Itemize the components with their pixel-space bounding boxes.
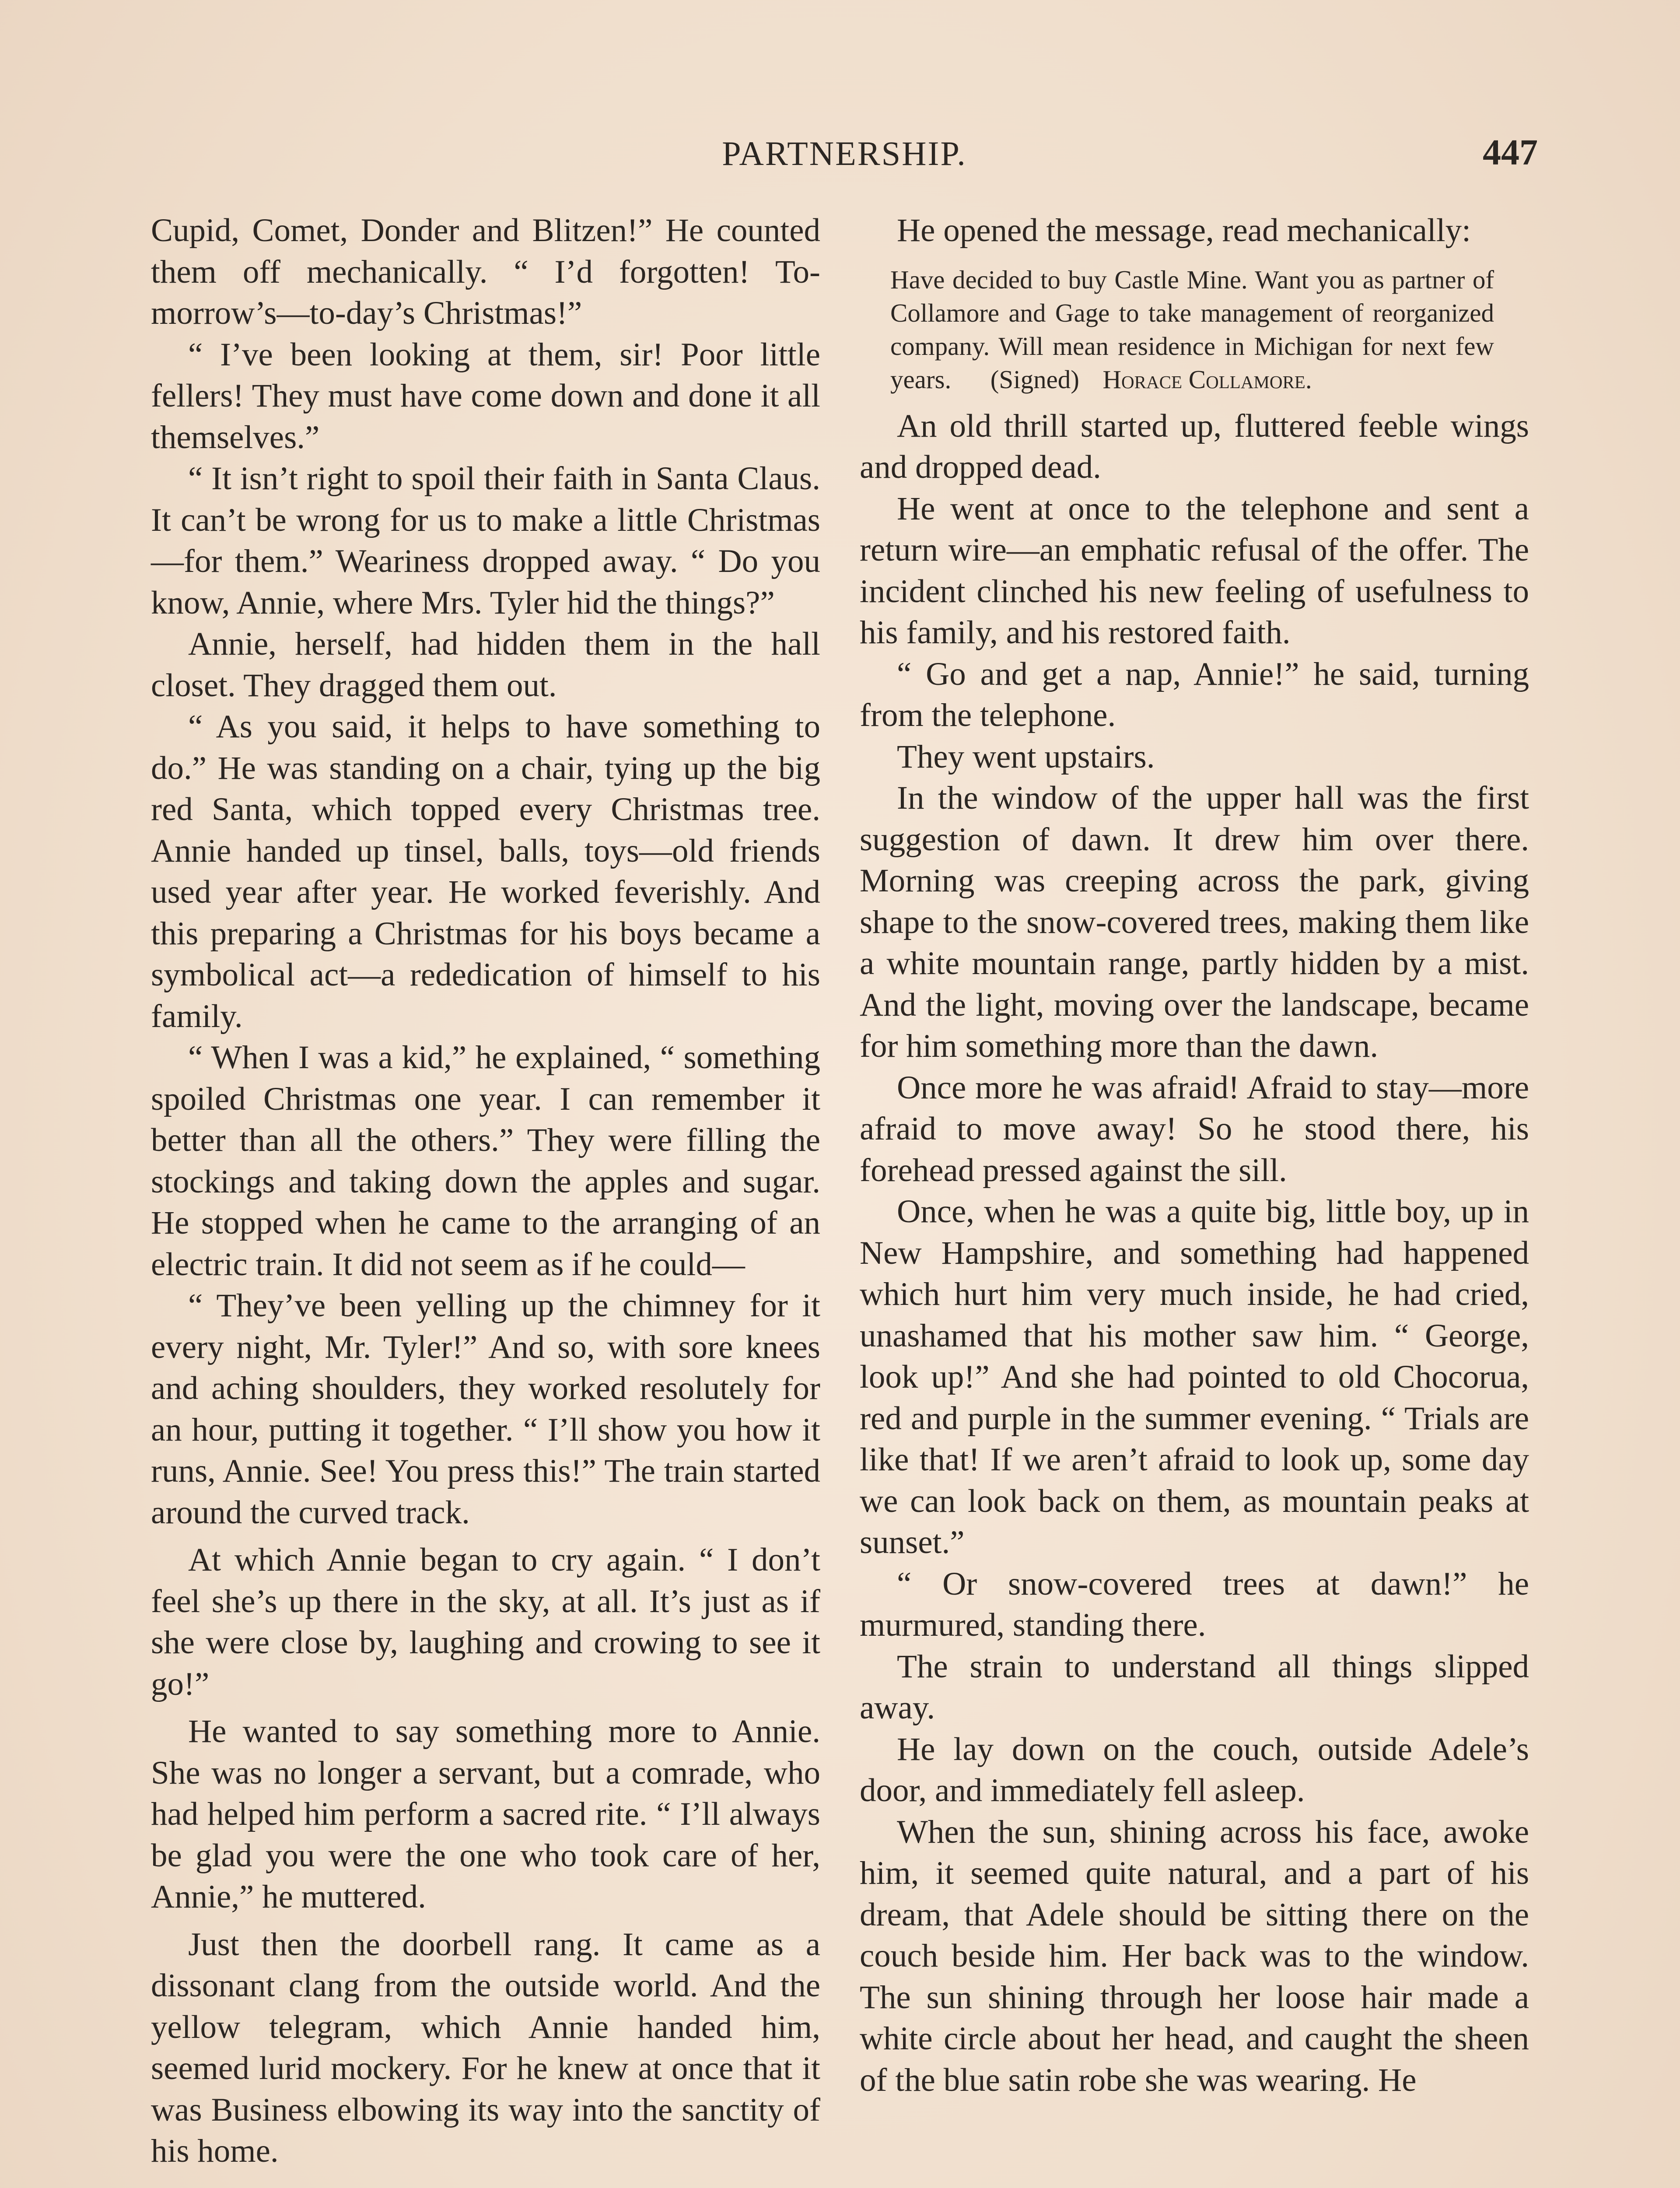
telegram-signer: Horace Collamore. bbox=[1102, 365, 1312, 394]
paragraph: He lay down on the couch, outside Adele’s door, and immediately fell asleep. bbox=[860, 1731, 1529, 1809]
paragraph: He wanted to say something more to Annie. She was no longer a servant, but a comrade, who had helped him perform a sacred rite. “ I’ll always be glad you were the one who took care of her, Annie,” he muttered. bbox=[151, 1713, 820, 1915]
paragraph: Cupid, Comet, Donder and Blitzen!” He counted them off mechanically. “ I’d forgotten! To-morrow’s—to-day’s Christmas!” bbox=[151, 212, 820, 331]
telegram-text bbox=[890, 263, 1494, 396]
paragraph: He opened the message, read mechanically: bbox=[897, 212, 1471, 249]
paragraph: Annie, herself, had hidden them in the hall closet. They dragged them out. bbox=[151, 626, 820, 704]
running-head: PARTNERSHIP. bbox=[722, 134, 967, 172]
paragraph: An old thrill started up, fluttered feeble wings and dropped dead. bbox=[860, 407, 1529, 485]
paragraph: They went upstairs. bbox=[897, 738, 1155, 775]
paragraph: Once, when he was a quite big, little boy, up in New Hampshire, and something had happened which hurt him very much inside, he had cried, unashamed that his mother saw him. “ George, look up!” And she had pointed to old Chocorua, red and purple in the summer evening. “ Trials are like that! If we aren’t afraid to look up, some day we can look back on them, as mountain peaks at sunset.” bbox=[860, 1193, 1529, 1560]
paragraph: The strain to understand all things slipped away. bbox=[860, 1648, 1529, 1726]
right-column bbox=[860, 210, 1529, 2101]
telegram-signed-label: (Signed) bbox=[990, 365, 1079, 394]
page-header bbox=[151, 131, 1538, 184]
paragraph: He went at once to the telephone and sent a return wire—an emphatic refusal of the offer. The incident clinched his new feeling of usefulness to his family, and his restored faith. bbox=[860, 490, 1529, 651]
telegram-body: Have decided to buy Castle Mine. Want you as partner of Collamore and Gage to take management of reorganized company. Will mean residence in Michigan for next few years. bbox=[890, 265, 1494, 394]
paragraph: “ Go and get a nap, Annie!” he said, turning from the telephone. bbox=[860, 656, 1529, 733]
paragraph: When the sun, shining across his face, awoke him, it seemed quite natural, and a part of his dream, that Adele should be sitting there on the couch beside him. Her back was to the window. The sun shining through her loose hair made a white circle about her head, and caught the sheen of the blue satin robe she was wearing. He bbox=[860, 1813, 1529, 2098]
left-column bbox=[151, 210, 820, 2172]
paragraph: “ When I was a kid,” he explained, “ something spoiled Christmas one year. I can remember it better than all the others.” They were filling the stockings and taking down the apples and sugar. He stopped when he came to the arranging of an electric train. It did not seem as if he could— bbox=[151, 1039, 820, 1283]
paragraph: Once more he was afraid! Afraid to stay—more afraid to move away! So he stood there, his forehead pressed against the sill. bbox=[860, 1069, 1529, 1189]
page-number: 447 bbox=[1483, 132, 1538, 173]
paragraph: “ As you said, it helps to have something to do.” He was standing on a chair, tying up the big red Santa, which topped every Christmas tree. Annie handed up tinsel, balls, toys—old friends used year after year. He worked feverishly. And this preparing a Christmas for his boys became a symbolical act—a rededication of himself to his family. bbox=[151, 708, 820, 1034]
paragraph: At which Annie began to cry again. “ I don’t feel she’s up there in the sky, at all. It’s just as if she were close by, laughing and crowing to see it go!” bbox=[151, 1542, 820, 1702]
paragraph: “ Or snow-covered trees at dawn!” he murmured, standing there. bbox=[860, 1565, 1529, 1643]
paragraph: “ It isn’t right to spoil their faith in Santa Claus. It can’t be wrong for us to make a little Christmas—for them.” Weariness dropped away. “ Do you know, Annie, where Mrs. Tyler hid the things?” bbox=[151, 460, 820, 621]
paragraph: “ They’ve been yelling up the chimney for it every night, Mr. Tyler!” And so, with sore knees and aching shoulders, they worked resolutely for an hour, putting it together. “ I’ll show you how it runs, Annie. See! You press this!” The train started around the curved track. bbox=[151, 1287, 820, 1531]
paragraph: Just then the doorbell rang. It came as a dissonant clang from the outside world. And the yellow telegram, which Annie handed him, seemed lurid mockery. For he knew at once that it was Business elbowing its way into the sanctity of his home. bbox=[151, 1926, 820, 2169]
paragraph: In the window of the upper hall was the first suggestion of dawn. It drew him over there. Morning was creeping across the park, giving shape to the snow-covered trees, making them like a white mountain range, partly hidden by a mist. And the light, moving over the landscape, became for him something more than the dawn. bbox=[860, 780, 1529, 1064]
paragraph: “ I’ve been looking at them, sir! Poor little fellers! They must have come down and done it all themselves.” bbox=[151, 336, 820, 456]
